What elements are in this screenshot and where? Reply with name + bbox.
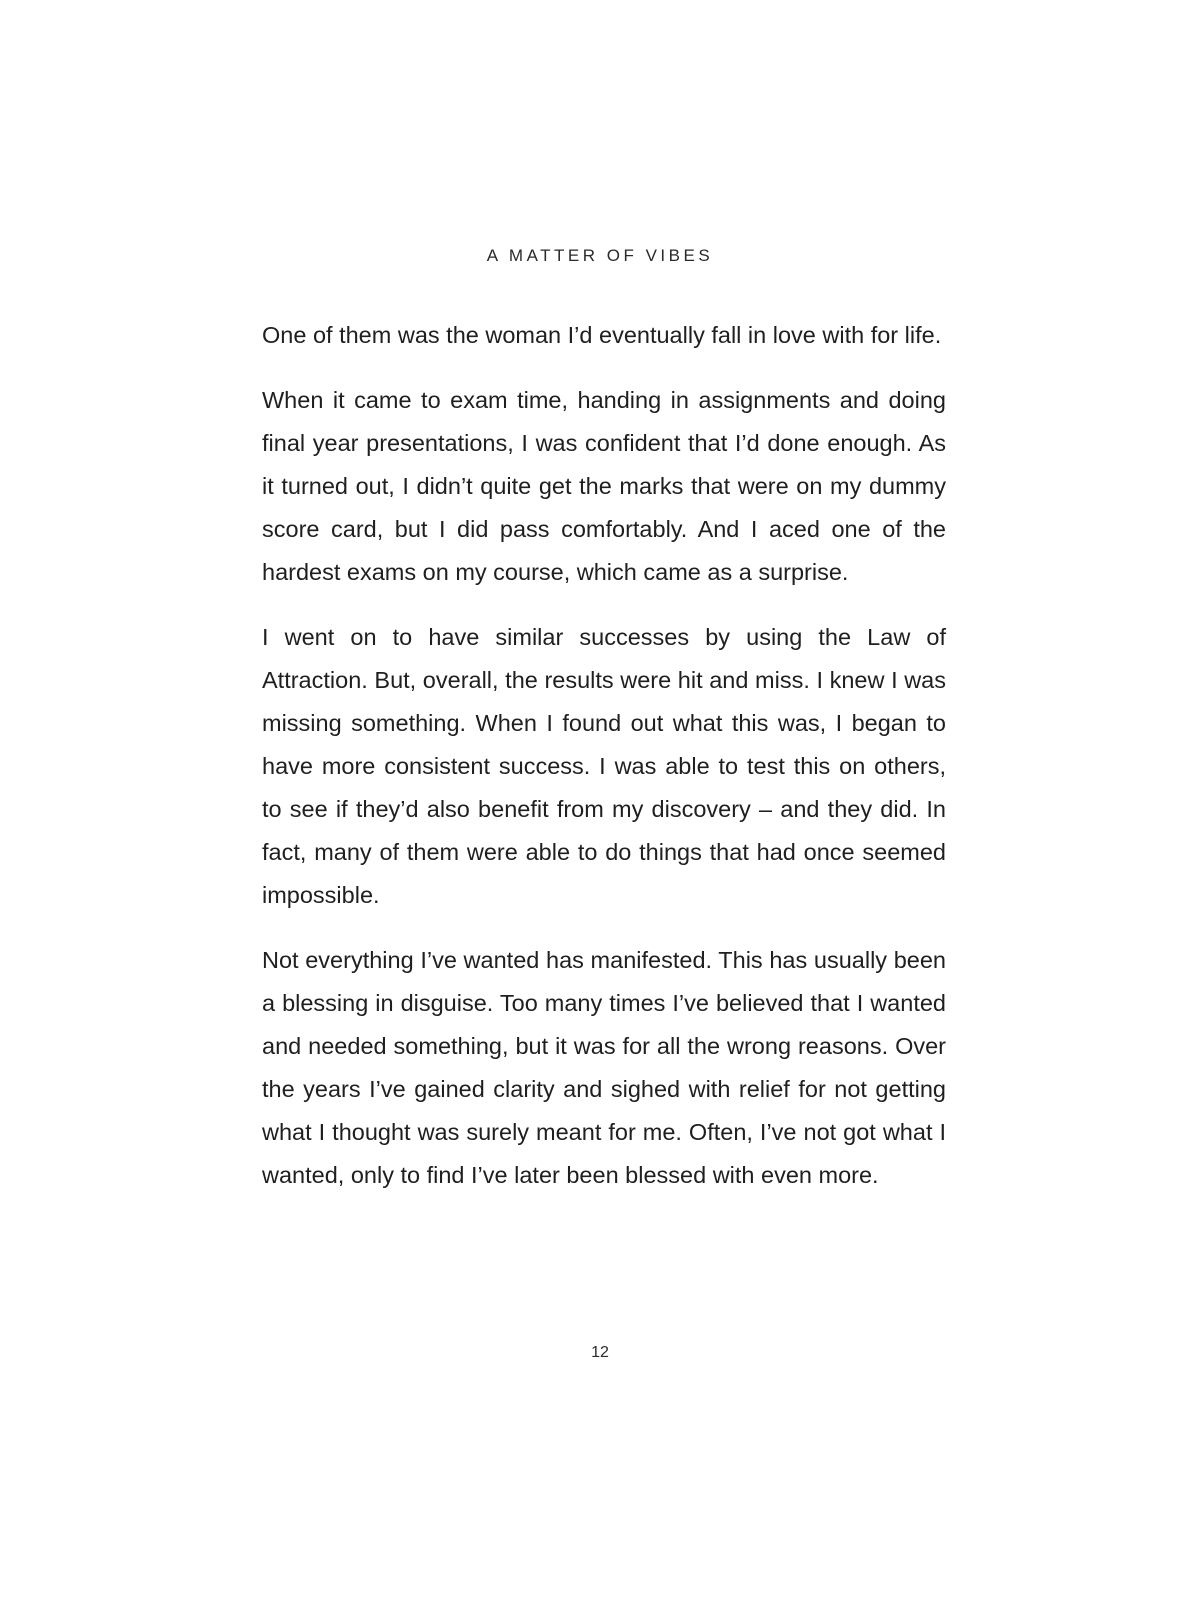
paragraph: I went on to have similar successes by using the Law of Attraction. But, overall, the results were hit and miss. I knew I was missing something. When I found out what this was, I began to have more consistent success. I was able to test this on others, to see if they’d also benefit from my discovery – and they did. In fact, many of them were able to do things that had once seemed impossible.: [262, 624, 946, 908]
paragraph: Not everything I’ve wanted has manifested. This has usually been a blessing in disguise. Too many times I’ve believed that I wanted and needed something, but it was for all the wrong reasons. Over the years I’ve gained clarity and sighed with relief for not getting what I thought was surely meant for me. Often, I’ve not got what I wanted, only to find I’ve later been blessed with even more.: [262, 947, 946, 1188]
paragraph: When it came to exam time, handing in assignments and doing final year presentations, I was confident that I’d done enough. As it turned out, I didn’t quite get the marks that were on my dummy score card, but I did pass comfortably. And I aced one of the hardest exams on my course, which came as a surprise.: [262, 387, 946, 585]
body-text: [262, 314, 946, 1219]
paragraph: One of them was the woman I’d eventually fall in love with for life.: [262, 322, 942, 348]
running-head-title: A MATTER OF VIBES: [486, 246, 714, 265]
page-number: 12: [591, 1344, 609, 1361]
